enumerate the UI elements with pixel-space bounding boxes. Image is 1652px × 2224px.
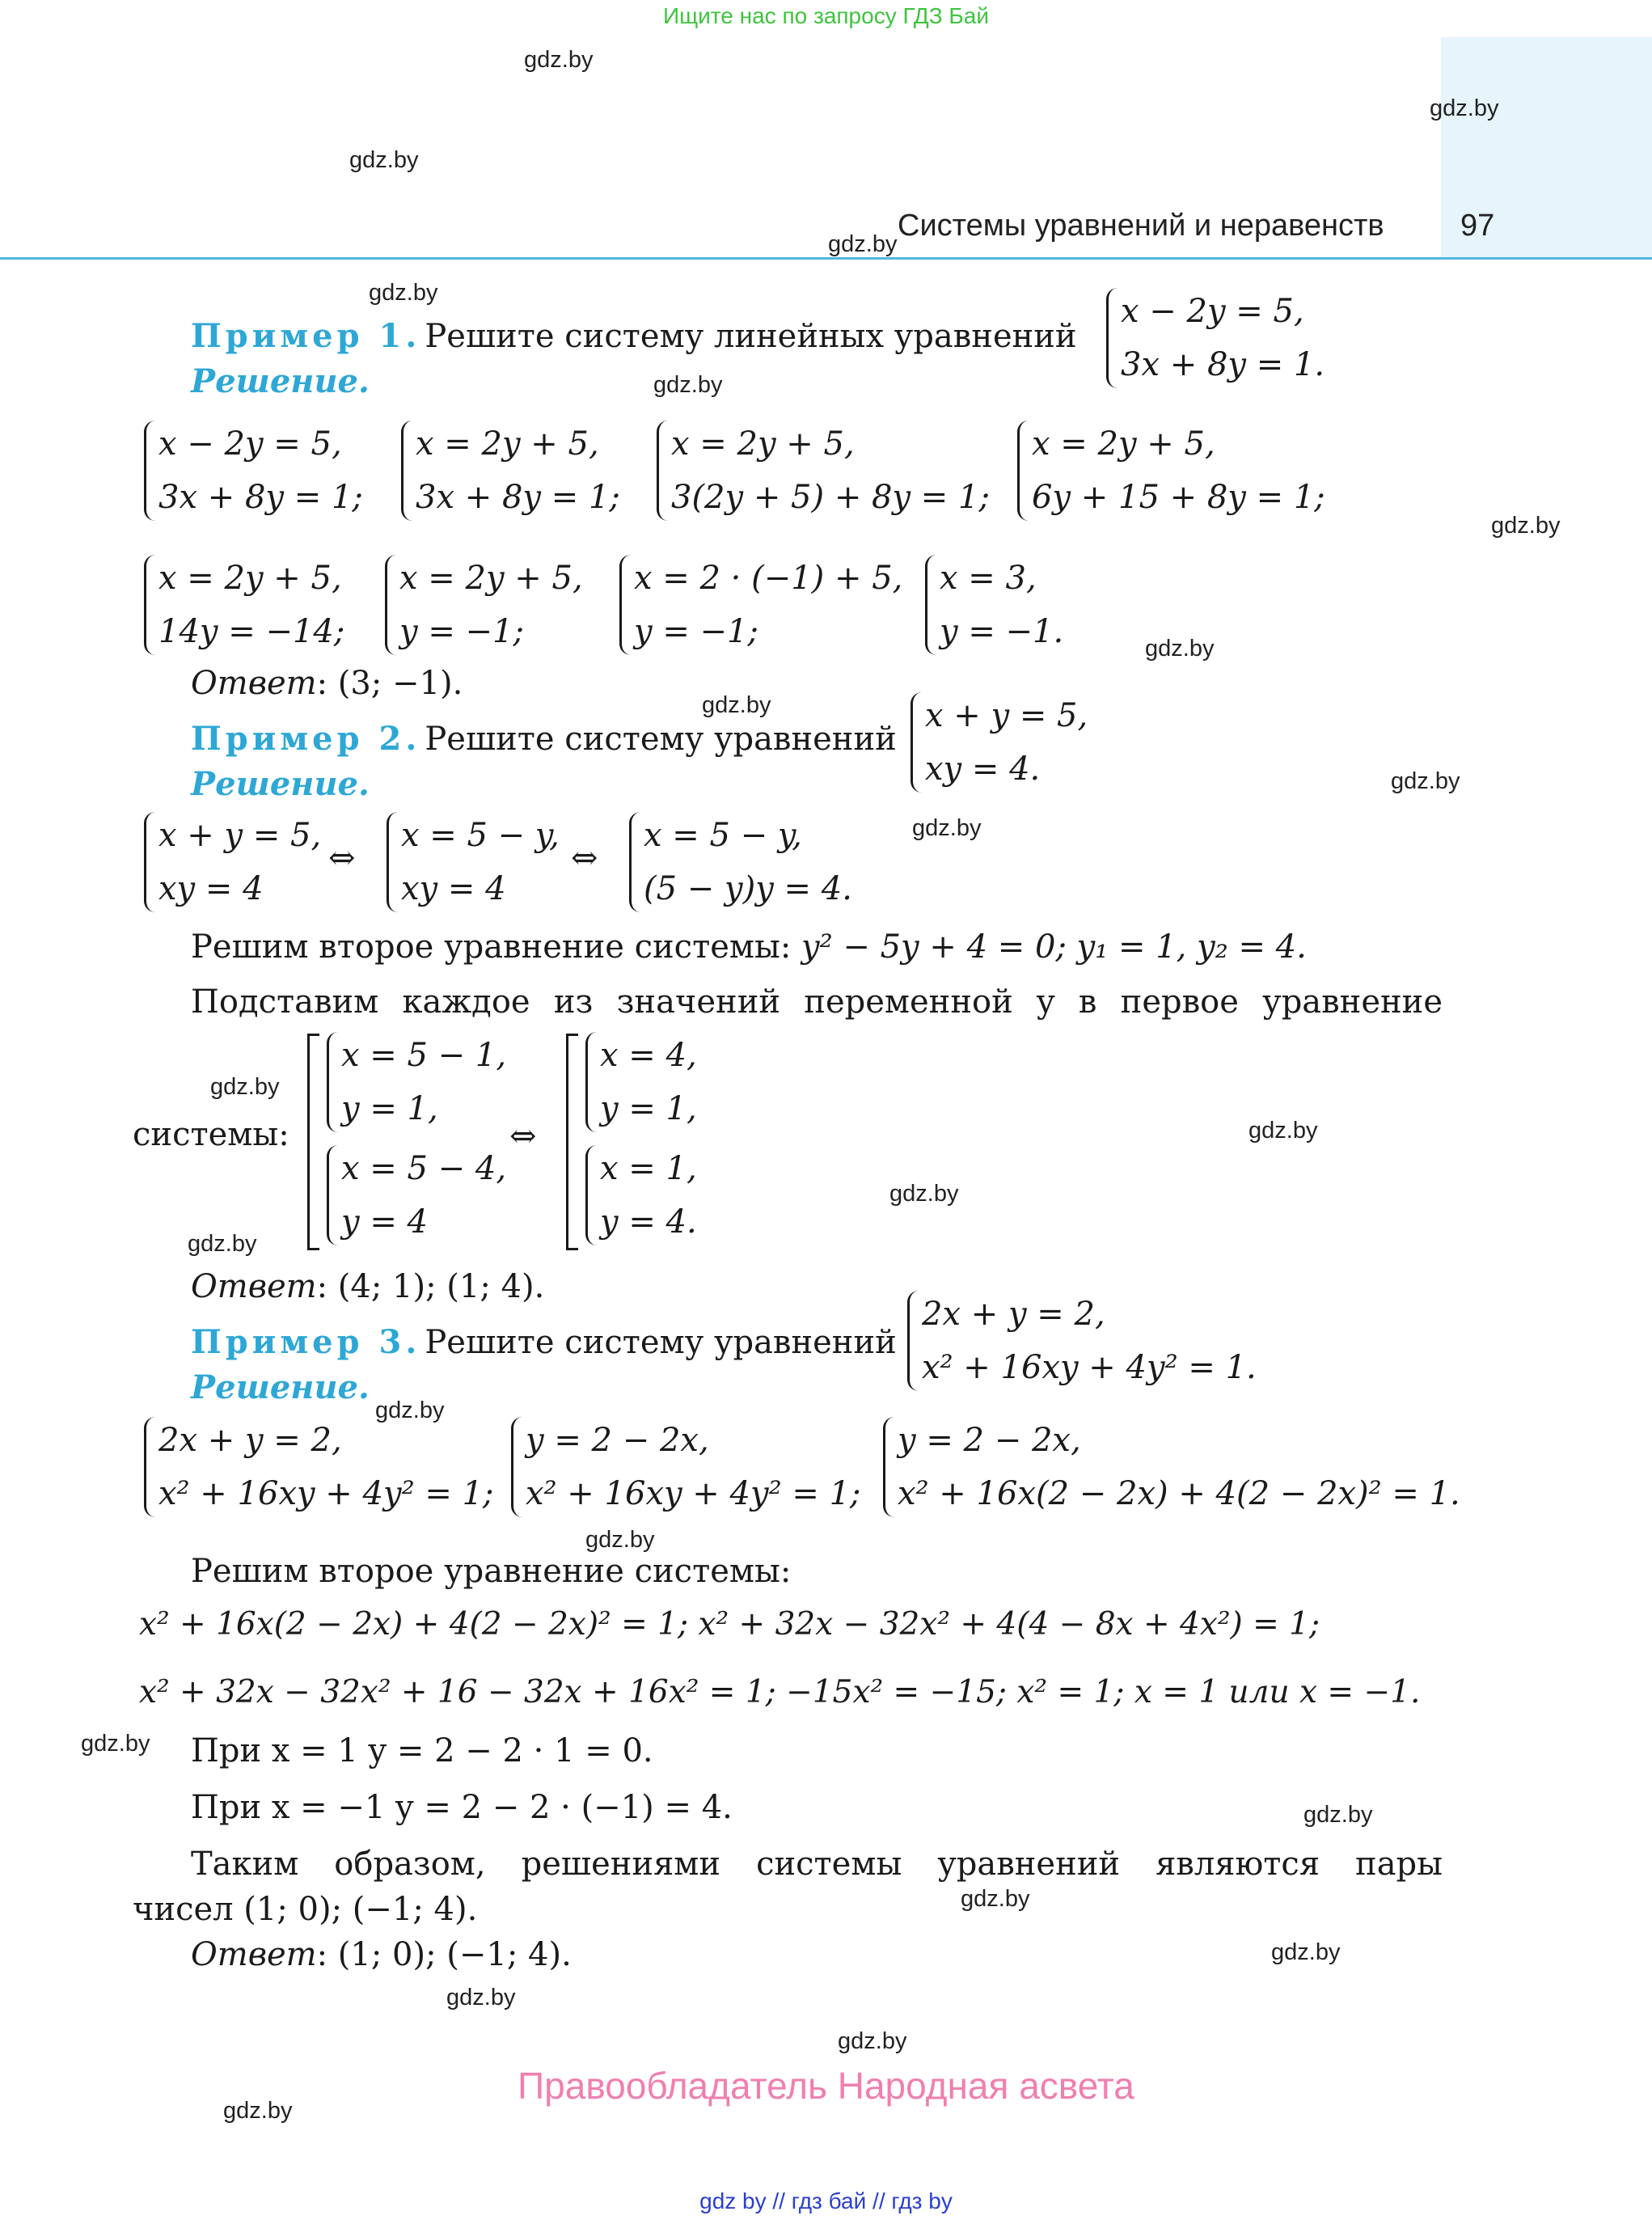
copyright-notice: Правообладатель Народная асвета	[518, 2065, 1134, 2107]
example3-line7: чисел (1; 0); (−1; 4).	[133, 1891, 478, 1928]
system-line: y = 4.	[600, 1203, 697, 1241]
answer-label: Ответ	[191, 1268, 317, 1305]
example2-solution-label: Решение.	[191, 765, 370, 803]
bottom-links[interactable]: gdz by // гдз бай // гдз by	[699, 2188, 953, 2213]
example3-task: Решите систему уравнений	[425, 1324, 897, 1361]
system-line: xy = 4	[401, 870, 506, 907]
system-line: x = 2y + 5,	[416, 425, 599, 463]
system-line: x = 1,	[600, 1150, 697, 1187]
answer-value: : (3; −1).	[316, 665, 463, 702]
example1-step	[142, 552, 344, 658]
watermark: gdz.by	[524, 47, 594, 73]
watermark: gdz.by	[446, 1985, 516, 2010]
watermark: gdz.by	[1303, 1802, 1373, 1828]
example1-label: Пример 1.	[191, 317, 421, 355]
example2-line3: системы:	[133, 1116, 289, 1153]
system-line: xy = 4	[158, 870, 264, 907]
system-line: x = 2 · (−1) + 5,	[634, 560, 903, 597]
equivalence-arrow: ⇔	[509, 1118, 537, 1155]
watermark: gdz.by	[1391, 768, 1460, 794]
watermark: gdz.by	[961, 1886, 1030, 1912]
page-number: 97	[1460, 209, 1495, 243]
example1-step	[618, 552, 902, 658]
system-line: x − 2y = 5,	[158, 425, 342, 463]
system-line: y = −1.	[940, 613, 1064, 650]
example2-set-right-b	[584, 1142, 697, 1249]
watermark: gdz.by	[653, 372, 723, 398]
top-search-note: Ищите нас по запросу ГДЗ Бай	[662, 3, 990, 28]
example3-system	[906, 1287, 1257, 1394]
system-line: 3(2y + 5) + 8y = 1;	[671, 479, 990, 516]
watermark: gdz.by	[1271, 1939, 1341, 1965]
example3-label: Пример 3.	[191, 1323, 421, 1361]
header-rule	[0, 257, 1652, 260]
answer-label: Ответ	[191, 1936, 317, 1973]
system-line: 3x + 8y = 1;	[158, 479, 363, 516]
answer-value: : (1; 0); (−1; 4).	[316, 1936, 572, 1973]
example3-answer	[191, 1936, 572, 1973]
watermark: gdz.by	[702, 692, 771, 718]
example3-line1: Решим второе уравнение системы:	[191, 1553, 792, 1590]
watermark: gdz.by	[828, 231, 898, 257]
example3-line3: x² + 32x − 32x² + 16 − 32x + 16x² = 1; −15x² = −15; x² = 1; x = 1 или x = −1.	[139, 1674, 1421, 1710]
watermark: gdz.by	[1430, 95, 1499, 121]
watermark: gdz.by	[375, 1397, 445, 1423]
formula: y² − 5y + 4 = 0; y₁ = 1, y₂ = 4.	[801, 928, 1307, 966]
system-line: x + y = 5,	[158, 817, 322, 854]
example3-line4: При x = 1 y = 2 − 2 · 1 = 0.	[191, 1732, 653, 1769]
example1-step	[399, 417, 620, 524]
system-line: x = 2y + 5,	[399, 560, 583, 597]
watermark: gdz.by	[1145, 636, 1215, 662]
system-line: y = −1;	[399, 613, 524, 650]
example1-solution-label: Решение.	[191, 362, 370, 400]
system-line: (5 − y)y = 4.	[644, 870, 852, 907]
example2-line2: Подставим каждое из значений переменной y в первое уравнение	[191, 983, 1443, 1021]
example1-task: Решите систему линейных уравнений	[425, 318, 1077, 355]
system-line: x = 2y + 5,	[671, 425, 855, 463]
watermark: gdz.by	[81, 1731, 150, 1757]
equivalence-arrow: ⇔	[328, 839, 356, 877]
system-line: y = 1,	[341, 1090, 438, 1127]
example3-line5: При x = −1 y = 2 − 2 · (−1) = 4.	[191, 1789, 733, 1826]
system-line: y = 2 − 2x,	[898, 1422, 1081, 1459]
answer-label: Ответ	[191, 665, 317, 702]
system-line: x² + 16x(2 − 2x) + 4(2 − 2x)² = 1.	[898, 1475, 1460, 1512]
example3-step	[509, 1414, 861, 1520]
watermark: gdz.by	[912, 815, 982, 841]
system-line: x = 2y + 5,	[1032, 425, 1215, 463]
example1-system	[1105, 285, 1325, 391]
system-line: 14y = −14;	[158, 613, 345, 650]
example2-line1	[191, 928, 1307, 966]
system-line: 2x + y = 2,	[158, 1422, 342, 1459]
equivalence-arrow: ⇔	[571, 839, 598, 877]
system-line: 3x + 8y = 1.	[1121, 346, 1325, 383]
system-line: x − 2y = 5,	[1121, 293, 1304, 330]
example3-solution-label: Решение.	[191, 1368, 370, 1406]
system-line: x = 5 − y,	[401, 817, 560, 854]
system-line: x = 5 − 1,	[341, 1037, 507, 1074]
system-line: x = 3,	[940, 560, 1037, 597]
system-line: x = 5 − y,	[644, 817, 802, 854]
example1-answer	[191, 665, 463, 702]
system-line: x² + 16xy + 4y² = 1;	[526, 1475, 861, 1512]
example2-task: Решите систему уравнений	[425, 721, 897, 758]
example2-set-left-a	[325, 1029, 506, 1135]
example2-set-right-a	[584, 1029, 697, 1135]
example2-step	[142, 809, 321, 915]
example2-heading	[191, 720, 897, 758]
example3-line2: x² + 16x(2 − 2x) + 4(2 − 2x)² = 1; x² + 32x − 32x² + 4(4 − 8x + 4x²) = 1;	[139, 1606, 1320, 1643]
set-bracket	[307, 1034, 319, 1250]
system-line: xy = 4.	[925, 750, 1041, 788]
system-line: x = 5 − 4,	[341, 1150, 507, 1187]
system-line: 2x + y = 2,	[922, 1296, 1105, 1333]
example2-set-left-b	[325, 1142, 506, 1249]
system-line: x² + 16xy + 4y² = 1.	[922, 1349, 1257, 1386]
watermark: gdz.by	[838, 2028, 907, 2054]
example2-label: Пример 2.	[191, 720, 421, 758]
text: Решим второе уравнение системы:	[191, 928, 792, 966]
watermark: gdz.by	[369, 280, 438, 306]
example1-heading	[191, 317, 1077, 355]
watermark: gdz.by	[210, 1074, 280, 1100]
watermark: gdz.by	[1491, 513, 1561, 539]
example3-line6: Таким образом, решениями системы уравнений являются пары	[191, 1846, 1443, 1883]
example2-step	[385, 809, 560, 915]
example1-step	[383, 552, 583, 658]
example2-step	[627, 809, 852, 915]
system-line: 3x + 8y = 1;	[416, 479, 620, 516]
watermark: gdz.by	[585, 1527, 655, 1553]
example1-step	[655, 417, 990, 524]
system-line: y = −1;	[634, 613, 758, 650]
running-header-title: Системы уравнений и неравенств	[898, 209, 1384, 243]
system-line: y = 1,	[600, 1090, 697, 1127]
system-line: y = 4	[341, 1203, 428, 1241]
example1-step	[142, 417, 363, 524]
example1-step	[1016, 417, 1325, 524]
watermark: gdz.by	[188, 1231, 257, 1257]
watermark: gdz.by	[889, 1181, 959, 1207]
example3-heading	[191, 1323, 897, 1361]
example3-step	[142, 1414, 494, 1520]
system-line: x = 2y + 5,	[158, 560, 342, 597]
system-line: x + y = 5,	[925, 697, 1088, 734]
example1-step	[923, 552, 1063, 658]
example2-system	[909, 689, 1088, 796]
system-line: x² + 16xy + 4y² = 1;	[158, 1475, 494, 1512]
system-line: y = 2 − 2x,	[526, 1422, 709, 1459]
answer-value: : (4; 1); (1; 4).	[316, 1268, 545, 1305]
example2-answer	[191, 1268, 544, 1305]
watermark: gdz.by	[349, 147, 419, 173]
watermark: gdz.by	[1249, 1118, 1318, 1144]
system-line: 6y + 15 + 8y = 1;	[1032, 479, 1325, 516]
watermark: gdz.by	[223, 2098, 293, 2124]
set-bracket	[566, 1034, 578, 1250]
system-line: x = 4,	[600, 1037, 697, 1074]
example3-step	[881, 1414, 1460, 1520]
